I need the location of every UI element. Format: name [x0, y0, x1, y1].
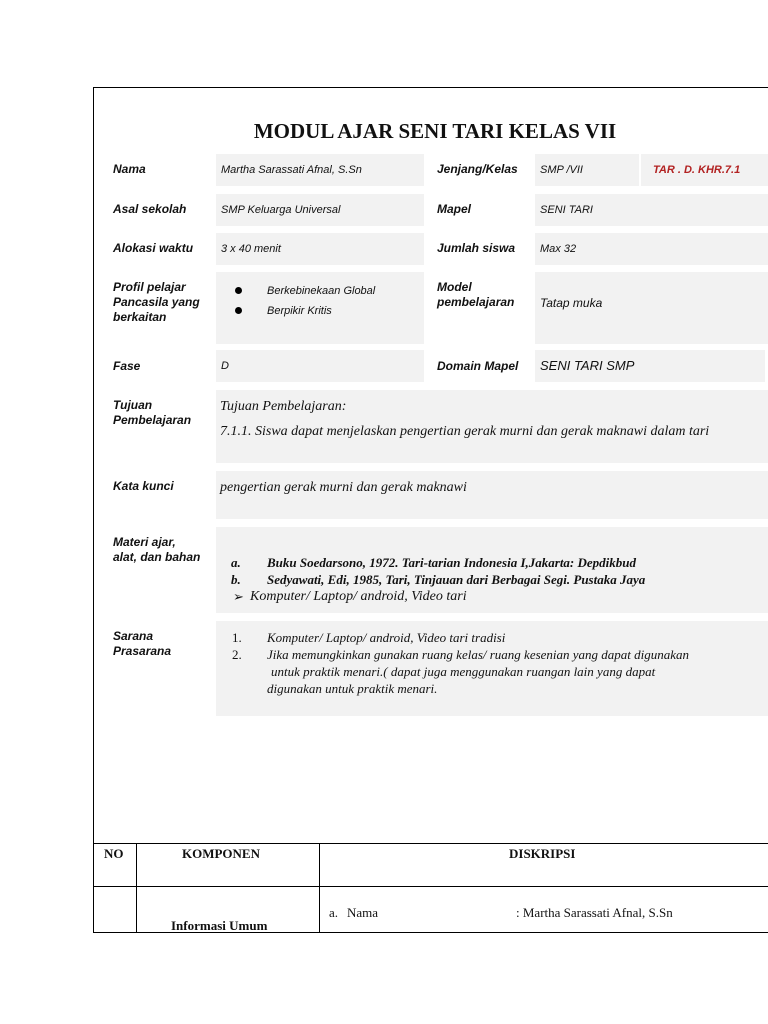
sarana-item: Jika memungkinkan gunakan ruang kelas/ ruang kesenian yang dapat digunakan [267, 647, 690, 662]
sarana-marker: 1. [232, 630, 242, 645]
label-jenjang: Jenjang/Kelas [437, 162, 518, 176]
value-fase: D [221, 360, 229, 372]
tujuan-heading: Tujuan Pembelajaran: [220, 399, 347, 414]
label-profil-line-1: Profil pelajar [113, 280, 186, 294]
label-nama: Nama [113, 162, 146, 176]
table-header-no: NO [104, 846, 124, 861]
table-header-diskripsi: DISKRIPSI [509, 846, 576, 861]
label-tujuan [113, 398, 191, 428]
table-cell-marker: a. [329, 905, 339, 920]
arrow-bullet-icon: ➢ [233, 589, 244, 604]
bullet-icon [235, 287, 242, 294]
table-cell-komponen: Informasi Umum [171, 918, 268, 933]
value-asal-sekolah: SMP Keluarga Universal [221, 204, 341, 216]
label-asal-sekolah: Asal sekolah [113, 202, 187, 216]
bullet-icon [235, 307, 242, 314]
table-top-border [93, 843, 768, 844]
label-tujuan-line-1: Tujuan [113, 398, 153, 412]
profil-item: Berpikir Kritis [267, 305, 332, 317]
sarana-marker: 2. [232, 647, 242, 662]
table-header-divider [93, 886, 768, 887]
label-fase: Fase [113, 359, 141, 373]
sarana-continuation: digunakan untuk praktik menari. [267, 681, 438, 696]
value-kata-kunci: pengertian gerak murni dan gerak maknawi [220, 480, 467, 495]
value-model: Tatap muka [540, 296, 603, 310]
label-materi-line-2: alat, dan bahan [113, 550, 201, 564]
sarana-item: Komputer/ Laptop/ android, Video tari tradisi [267, 630, 506, 645]
table-column-divider [136, 843, 137, 933]
profil-item: Berkebinekaan Global [267, 285, 376, 297]
label-alokasi: Alokasi waktu [113, 241, 194, 255]
label-domain: Domain Mapel [437, 359, 519, 373]
label-tujuan-line-2: Pembelajaran [113, 413, 192, 427]
label-mapel: Mapel [437, 202, 472, 216]
value-kode: TAR . D. KHR.7.1 [653, 164, 741, 176]
label-jumlah-siswa: Jumlah siswa [437, 241, 516, 255]
materi-extra: Komputer/ Laptop/ android, Video tari [250, 589, 467, 604]
page-title: MODUL AJAR SENI TARI KELAS VII [253, 119, 617, 143]
sarana-continuation: untuk praktik menari.( dapat juga menggunakan ruangan lain yang dapat [271, 664, 656, 679]
table-header-komponen: KOMPONEN [182, 846, 260, 861]
label-kata-kunci: Kata kunci [113, 479, 174, 493]
value-alokasi: 3 x 40 menit [221, 243, 281, 255]
value-jumlah-siswa: Max 32 [540, 243, 577, 255]
label-model [437, 280, 514, 310]
label-sarana [113, 629, 171, 659]
value-nama: Martha Sarassati Afnal, S.Sn [221, 164, 362, 176]
materi-marker: b. [231, 572, 241, 587]
label-profil-line-3: berkaitan [113, 310, 167, 324]
label-profil-line-2: Pancasila yang [113, 295, 200, 309]
materi-item: Buku Soedarsono, 1972. Tari-tarian Indonesia I,Jakarta: Depdikbud [267, 555, 637, 570]
label-model-line-1: Model [437, 280, 472, 294]
table-column-divider [319, 843, 320, 933]
value-domain: SENI TARI SMP [540, 358, 635, 373]
label-materi-line-1: Materi ajar, [113, 535, 176, 549]
field-fase [216, 350, 424, 382]
value-jenjang: SMP /VII [540, 164, 583, 176]
materi-marker: a. [231, 555, 241, 570]
value-mapel: SENI TARI [540, 204, 593, 216]
label-model-line-2: pembelajaran [437, 295, 515, 309]
tujuan-text: 7.1.1. Siswa dapat menjelaskan pengertian gerak murni dan gerak maknawi dalam tari [220, 424, 710, 439]
label-sarana-line-1: Sarana [113, 629, 154, 643]
label-profil [113, 280, 200, 325]
materi-item: Sedyawati, Edi, 1985, Tari, Tinjauan dari Berbagai Segi. Pustaka Jaya [267, 572, 646, 587]
table-cell-label: Nama [347, 905, 379, 920]
label-materi [113, 535, 200, 565]
label-sarana-line-2: Prasarana [113, 644, 172, 658]
table-cell-value: : Martha Sarassati Afnal, S.Sn [516, 905, 673, 920]
